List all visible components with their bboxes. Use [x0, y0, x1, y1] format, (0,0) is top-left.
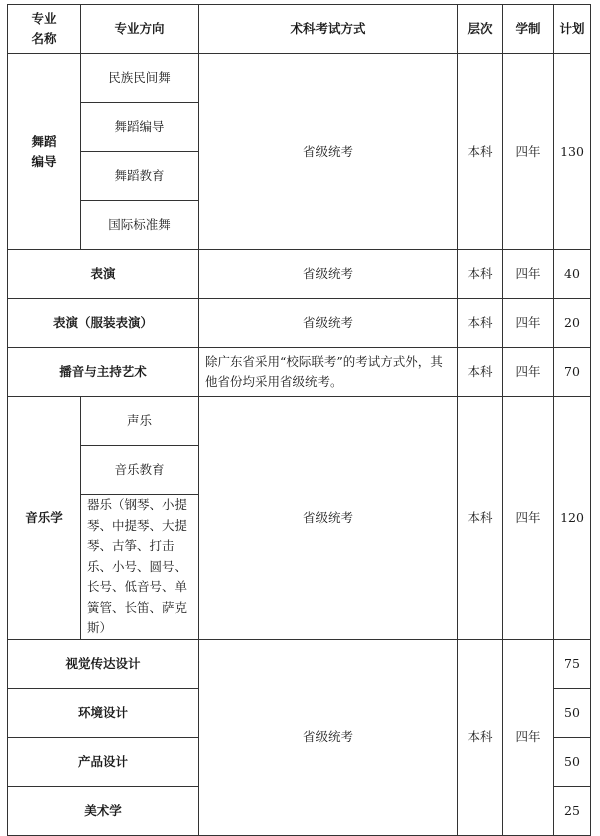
direction-cell: 舞蹈教育	[81, 152, 199, 201]
plan-cell: 50	[554, 688, 591, 737]
major-name-visual-communication: 视觉传达设计	[8, 639, 199, 688]
duration-cell: 四年	[503, 54, 554, 250]
direction-cell: 国际标准舞	[81, 201, 199, 250]
major-name-acting: 表演	[8, 250, 199, 299]
duration-cell: 四年	[503, 397, 554, 640]
level-cell: 本科	[458, 250, 503, 299]
level-cell: 本科	[458, 348, 503, 397]
plan-cell: 50	[554, 737, 591, 786]
header-direction: 专业方向	[81, 5, 199, 54]
major-name-dance: 舞蹈编导	[8, 54, 81, 250]
exam-cell-note: 除广东省采用“校际联考”的考试方式外，其他省份均采用省级统考。	[199, 348, 458, 397]
level-cell: 本科	[458, 639, 503, 835]
exam-cell: 省级统考	[199, 299, 458, 348]
duration-cell: 四年	[503, 299, 554, 348]
direction-cell: 声乐	[81, 397, 199, 446]
header-major: 专业名称	[8, 5, 81, 54]
major-name-environment-design: 环境设计	[8, 688, 199, 737]
plan-cell: 40	[554, 250, 591, 299]
major-name-broadcast: 播音与主持艺术	[8, 348, 199, 397]
level-cell: 本科	[458, 54, 503, 250]
major-name-acting-fashion: 表演（服装表演）	[8, 299, 199, 348]
duration-cell: 四年	[503, 348, 554, 397]
plan-cell: 75	[554, 639, 591, 688]
level-cell: 本科	[458, 299, 503, 348]
header-level: 层次	[458, 5, 503, 54]
duration-cell: 四年	[503, 639, 554, 835]
enrollment-plan-table-container	[7, 4, 591, 836]
header-exam: 术科考试方式	[199, 5, 458, 54]
direction-cell: 舞蹈编导	[81, 103, 199, 152]
table-row	[8, 639, 591, 688]
plan-cell: 120	[554, 397, 591, 640]
major-name-music: 音乐学	[8, 397, 81, 640]
major-name-fine-arts: 美术学	[8, 786, 199, 835]
plan-cell: 70	[554, 348, 591, 397]
table-row	[8, 54, 591, 103]
level-cell: 本科	[458, 397, 503, 640]
duration-cell: 四年	[503, 250, 554, 299]
table-row	[8, 299, 591, 348]
exam-cell: 省级统考	[199, 54, 458, 250]
direction-cell: 音乐教育	[81, 446, 199, 495]
plan-cell: 130	[554, 54, 591, 250]
table-row	[8, 250, 591, 299]
plan-cell: 20	[554, 299, 591, 348]
header-duration: 学制	[503, 5, 554, 54]
header-row	[8, 5, 591, 54]
exam-cell: 省级统考	[199, 639, 458, 835]
major-name-product-design: 产品设计	[8, 737, 199, 786]
table-row	[8, 397, 591, 446]
table-row	[8, 348, 591, 397]
direction-cell-instruments: 器乐（钢琴、小提琴、中提琴、大提琴、古筝、打击乐、小号、圆号、长号、低音号、单簧管、长笛、萨克斯）	[81, 495, 199, 640]
direction-cell: 民族民间舞	[81, 54, 199, 103]
plan-cell: 25	[554, 786, 591, 835]
exam-cell: 省级统考	[199, 250, 458, 299]
exam-cell: 省级统考	[199, 397, 458, 640]
enrollment-plan-table	[7, 4, 591, 836]
header-plan: 计划	[554, 5, 591, 54]
